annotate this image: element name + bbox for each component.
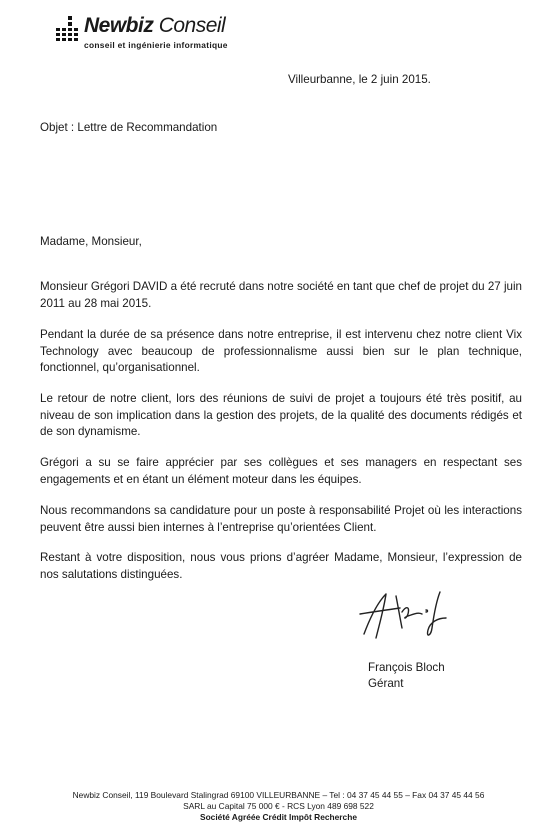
- footer-accreditation: Société Agréée Crédit Impôt Recherche: [199, 812, 357, 822]
- company-logo: [54, 8, 254, 56]
- paragraph-6: Restant à votre disposition, nous vous prions d’agréer Madame, Monsieur, l’expression de nos salutations distinguées.: [40, 551, 522, 581]
- footer-capital: SARL au Capital 75 000 € - RCS Lyon 489 698 522: [183, 801, 374, 811]
- paragraph-5: Nous recommandons sa candidature pour un poste à responsabilité Projet où les interactions peuvent être aussi bien internes à l’entreprise qu’orientées Client.: [40, 504, 522, 534]
- paragraph-4: Grégori a su se faire apprécier par ses collègues et ses managers en respectant ses engagements et en étant un élément moteur dans les équipes.: [40, 456, 522, 486]
- handwritten-signature: [356, 588, 456, 644]
- paragraph-2: Pendant la durée de sa présence dans notre entreprise, il est intervenu chez notre client Vix Technology avec beaucoup de professionnalisme aussi bien sur le plan technique, fonctionnel, qu’organisationnel.: [40, 328, 522, 374]
- subject-line: Objet : Lettre de Recommandation: [40, 121, 218, 134]
- footer-address: Newbiz Conseil, 119 Boulevard Stalingrad 69100 VILLEURBANNE – Tel : 04 37 45 44 55 – Fax 04 37 45 44 56: [72, 790, 485, 800]
- logo-title: [84, 14, 225, 38]
- paragraph-1: Monsieur Grégori DAVID a été recruté dans notre société en tant que chef de projet du 27 juin 2011 au 28 mai 2015.: [40, 280, 522, 310]
- salutation: Madame, Monsieur,: [40, 235, 142, 248]
- paragraph-3: Le retour de notre client, lors des réunions de suivi de projet a toujours été très positif, au niveau de son implication dans la gestion des projets, de la qualité des documents rédigés et de son dynamisme.: [40, 392, 522, 438]
- signatory-name: François Bloch: [368, 661, 445, 674]
- place-date: Villeurbanne, le 2 juin 2015.: [288, 73, 431, 86]
- logo-name-bold: Newbiz: [84, 14, 154, 37]
- logo-name-light: Conseil: [158, 14, 226, 37]
- signatory-title: Gérant: [368, 677, 404, 690]
- logo-tagline: conseil et ingénierie informatique: [84, 40, 228, 50]
- logo-bars-icon: [54, 14, 82, 44]
